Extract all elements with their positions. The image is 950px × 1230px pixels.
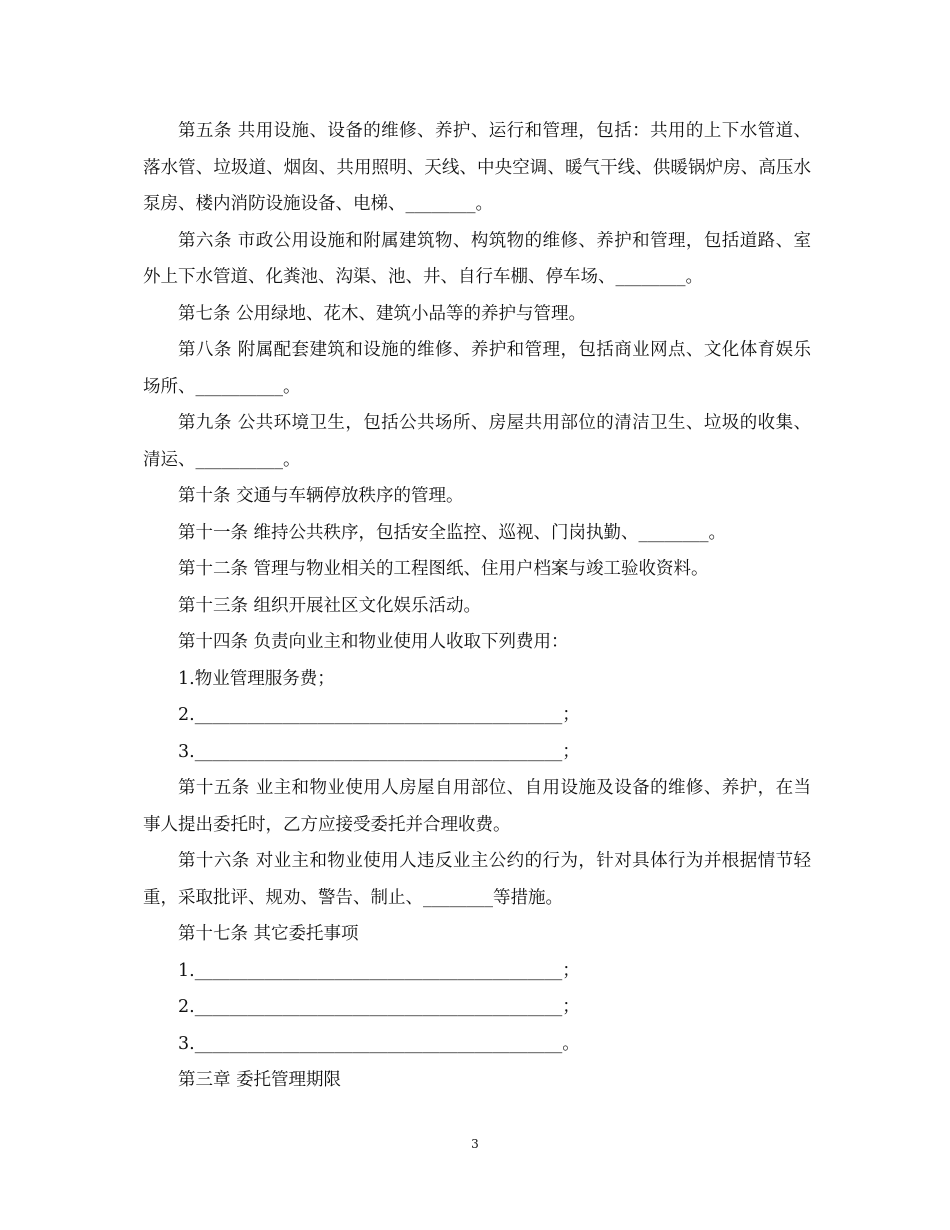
chapter-heading-3: 第三章 委托管理期限 [178, 1070, 342, 1090]
paragraph-article-10: 第十条 交通与车辆停放秩序的管理。 [178, 486, 464, 506]
paragraph-article-6: 第六条 市政公用设施和附属建筑物、构筑物的维修、养护和管理，包括道路、室外上下水管道、化粪池、沟渠、池、井、自行车棚、停车场、________。 [143, 230, 811, 287]
paragraph-article-5: 第五条 共用设施、设备的维修、养护、运行和管理，包括：共用的上下水管道、落水管、垃圾道、烟囱、共用照明、天线、中央空调、暖气干线、供暖锅炉房、高压水泵房、楼内消防设施设备、电梯、________。 [143, 121, 811, 214]
list-item-other-1: 1.__________________________________________； [178, 960, 580, 981]
list-item-other-3: 3.__________________________________________。 [178, 1033, 580, 1054]
document-body [143, 113, 811, 1099]
page-number: 3 [471, 1137, 479, 1151]
paragraph-article-15: 第十五条 业主和物业使用人房屋自用部位、自用设施及设备的维修、养护，在当事人提出委托时，乙方应接受委托并合理收费。 [143, 778, 811, 835]
list-item-fee-2: 2.__________________________________________； [178, 705, 580, 725]
paragraph-article-11: 第十一条 维持公共秩序，包括安全监控、巡视、门岗执勤、________。 [178, 522, 727, 543]
paragraph-article-9: 第九条 公共环境卫生，包括公共场所、房屋共用部位的清洁卫生、垃圾的收集、清运、__________。 [143, 413, 811, 470]
list-item-fee-1: 1.物业管理服务费； [178, 668, 335, 689]
paragraph-article-7: 第七条 公用绿地、花木、建筑小品等的养护与管理。 [178, 303, 587, 324]
paragraph-article-8: 第八条 附属配套建筑和设施的维修、养护和管理，包括商业网点、文化体育娱乐场所、__________。 [143, 340, 811, 397]
list-item-fee-3: 3.__________________________________________； [178, 741, 580, 762]
paragraph-article-17: 第十七条 其它委托事项 [178, 924, 359, 944]
paragraph-article-14: 第十四条 负责向业主和物业使用人收取下列费用： [178, 632, 569, 652]
list-item-other-2: 2.__________________________________________； [178, 997, 580, 1017]
paragraph-article-13: 第十三条 组织开展社区文化娱乐活动。 [178, 595, 482, 616]
paragraph-article-12: 第十二条 管理与物业相关的工程图纸、住用户档案与竣工验收资料。 [178, 559, 709, 579]
paragraph-article-16: 第十六条 对业主和物业使用人违反业主公约的行为，针对具体行为并根据情节轻重，采取批评、规劝、警告、制止、________等措施。 [143, 851, 811, 908]
